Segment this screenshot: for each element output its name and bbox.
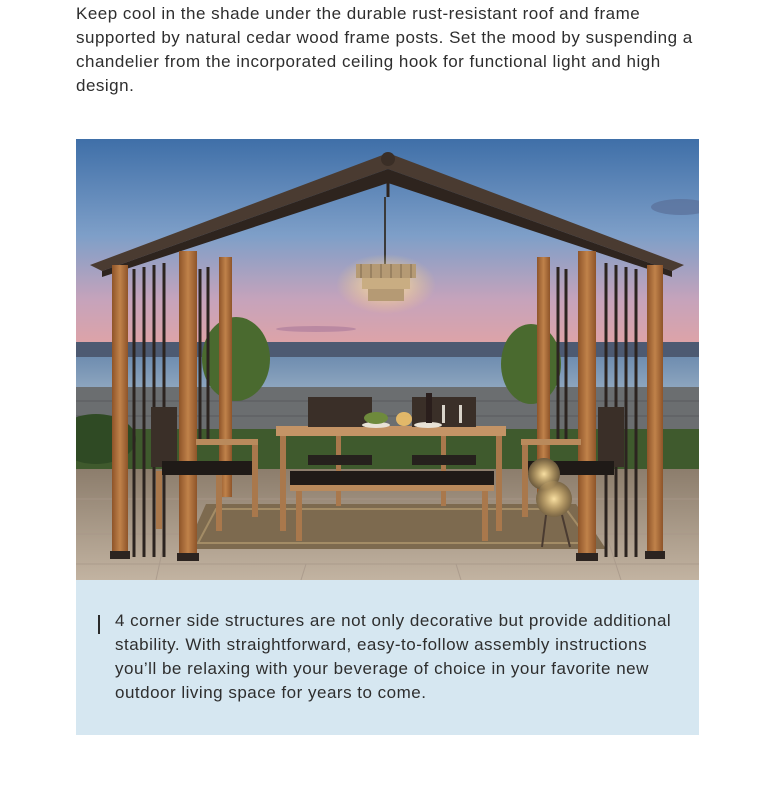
feature-callout: [76, 580, 699, 735]
callout-paragraph: 4 corner side structures are not only decorative but provide additional stability. With straightforward, easy-to-follow assembly instructions you’ll be relaxing with your beverage of choice in your favorite new outdoor living space for years to come.: [115, 611, 672, 702]
intro-paragraph: Keep cool in the shade under the durable rust-resistant roof and frame supported by natural cedar wood frame posts. Set the mood by suspending a chandelier from the incorporated ceiling hook for functional light and high design.: [76, 4, 693, 95]
gazebo-photo: [76, 139, 699, 580]
callout-accent-bar: [98, 615, 100, 634]
